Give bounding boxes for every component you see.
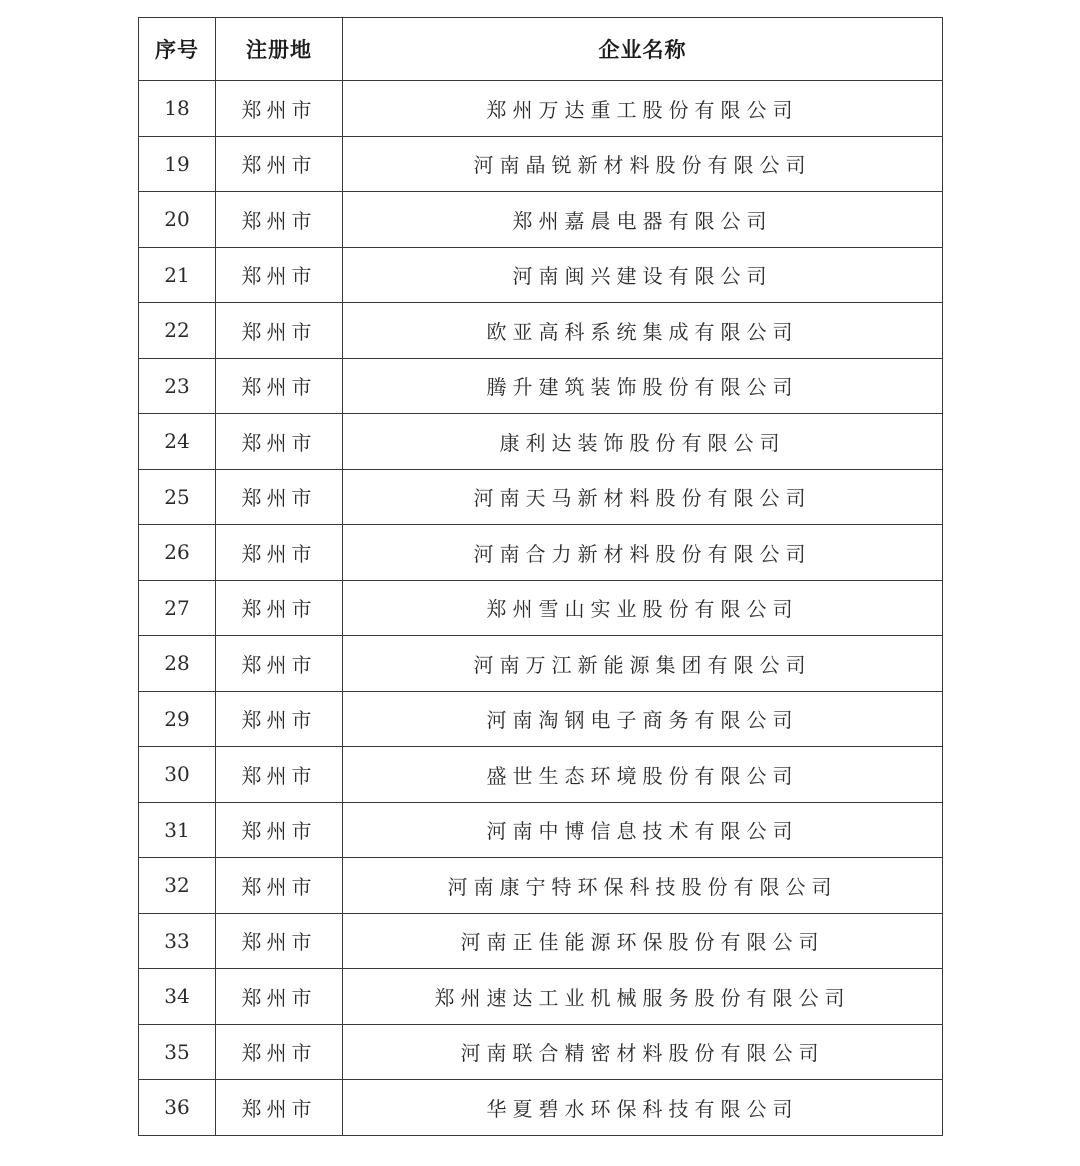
row-region-cell: 郑州市 xyxy=(216,247,343,303)
row-region-cell: 郑州市 xyxy=(216,303,343,359)
row-index-cell: 18 xyxy=(139,81,216,137)
row-company-cell: 欧亚高科系统集成有限公司 xyxy=(343,303,943,359)
row-index-cell: 20 xyxy=(139,192,216,248)
table-row xyxy=(139,247,943,303)
row-index-cell: 22 xyxy=(139,303,216,359)
row-region-cell: 郑州市 xyxy=(216,192,343,248)
row-company-cell: 河南闽兴建设有限公司 xyxy=(343,247,943,303)
header-row xyxy=(139,18,943,81)
row-index-cell: 21 xyxy=(139,247,216,303)
row-region-cell: 郑州市 xyxy=(216,469,343,525)
row-region-cell: 郑州市 xyxy=(216,802,343,858)
row-company-cell: 河南晶锐新材料股份有限公司 xyxy=(343,136,943,192)
table-row xyxy=(139,691,943,747)
table-row xyxy=(139,414,943,470)
row-region-cell: 郑州市 xyxy=(216,580,343,636)
row-index-cell: 27 xyxy=(139,580,216,636)
row-company-cell: 郑州雪山实业股份有限公司 xyxy=(343,580,943,636)
row-index-cell: 32 xyxy=(139,858,216,914)
row-index-cell: 26 xyxy=(139,525,216,581)
table-row xyxy=(139,525,943,581)
row-company-cell: 河南天马新材料股份有限公司 xyxy=(343,469,943,525)
row-company-cell: 腾升建筑装饰股份有限公司 xyxy=(343,358,943,414)
row-region-cell: 郑州市 xyxy=(216,691,343,747)
row-region-cell: 郑州市 xyxy=(216,525,343,581)
row-index-cell: 35 xyxy=(139,1024,216,1080)
row-company-cell: 河南合力新材料股份有限公司 xyxy=(343,525,943,581)
row-company-cell: 盛世生态环境股份有限公司 xyxy=(343,747,943,803)
row-index-cell: 19 xyxy=(139,136,216,192)
header-company: 企业名称 xyxy=(343,18,943,81)
table-row xyxy=(139,1080,943,1136)
row-index-cell: 29 xyxy=(139,691,216,747)
row-region-cell: 郑州市 xyxy=(216,1024,343,1080)
table-row xyxy=(139,802,943,858)
row-index-cell: 28 xyxy=(139,636,216,692)
row-company-cell: 河南淘钢电子商务有限公司 xyxy=(343,691,943,747)
table-row xyxy=(139,747,943,803)
row-index-cell: 30 xyxy=(139,747,216,803)
row-region-cell: 郑州市 xyxy=(216,81,343,137)
company-list-table xyxy=(138,17,943,1136)
table-row xyxy=(139,636,943,692)
row-company-cell: 郑州速达工业机械服务股份有限公司 xyxy=(343,969,943,1025)
table-row xyxy=(139,358,943,414)
row-index-cell: 33 xyxy=(139,913,216,969)
row-region-cell: 郑州市 xyxy=(216,636,343,692)
table-row xyxy=(139,969,943,1025)
table-header xyxy=(139,18,943,81)
row-region-cell: 郑州市 xyxy=(216,858,343,914)
table-row xyxy=(139,192,943,248)
table-row xyxy=(139,136,943,192)
table-row xyxy=(139,580,943,636)
table-body xyxy=(139,81,943,1136)
row-region-cell: 郑州市 xyxy=(216,136,343,192)
row-region-cell: 郑州市 xyxy=(216,1080,343,1136)
row-index-cell: 25 xyxy=(139,469,216,525)
row-company-cell: 河南联合精密材料股份有限公司 xyxy=(343,1024,943,1080)
row-index-cell: 23 xyxy=(139,358,216,414)
row-index-cell: 34 xyxy=(139,969,216,1025)
row-region-cell: 郑州市 xyxy=(216,969,343,1025)
row-company-cell: 河南正佳能源环保股份有限公司 xyxy=(343,913,943,969)
row-company-cell: 河南万江新能源集团有限公司 xyxy=(343,636,943,692)
table-row xyxy=(139,858,943,914)
table-row xyxy=(139,1024,943,1080)
row-region-cell: 郑州市 xyxy=(216,913,343,969)
table-row xyxy=(139,469,943,525)
row-company-cell: 郑州嘉晨电器有限公司 xyxy=(343,192,943,248)
row-index-cell: 36 xyxy=(139,1080,216,1136)
header-index: 序号 xyxy=(139,18,216,81)
row-region-cell: 郑州市 xyxy=(216,414,343,470)
row-company-cell: 郑州万达重工股份有限公司 xyxy=(343,81,943,137)
table-row xyxy=(139,81,943,137)
row-region-cell: 郑州市 xyxy=(216,747,343,803)
row-company-cell: 华夏碧水环保科技有限公司 xyxy=(343,1080,943,1136)
table-row xyxy=(139,913,943,969)
row-index-cell: 31 xyxy=(139,802,216,858)
header-region: 注册地 xyxy=(216,18,343,81)
row-company-cell: 河南中博信息技术有限公司 xyxy=(343,802,943,858)
table-row xyxy=(139,303,943,359)
row-company-cell: 康利达装饰股份有限公司 xyxy=(343,414,943,470)
row-index-cell: 24 xyxy=(139,414,216,470)
row-region-cell: 郑州市 xyxy=(216,358,343,414)
row-company-cell: 河南康宁特环保科技股份有限公司 xyxy=(343,858,943,914)
